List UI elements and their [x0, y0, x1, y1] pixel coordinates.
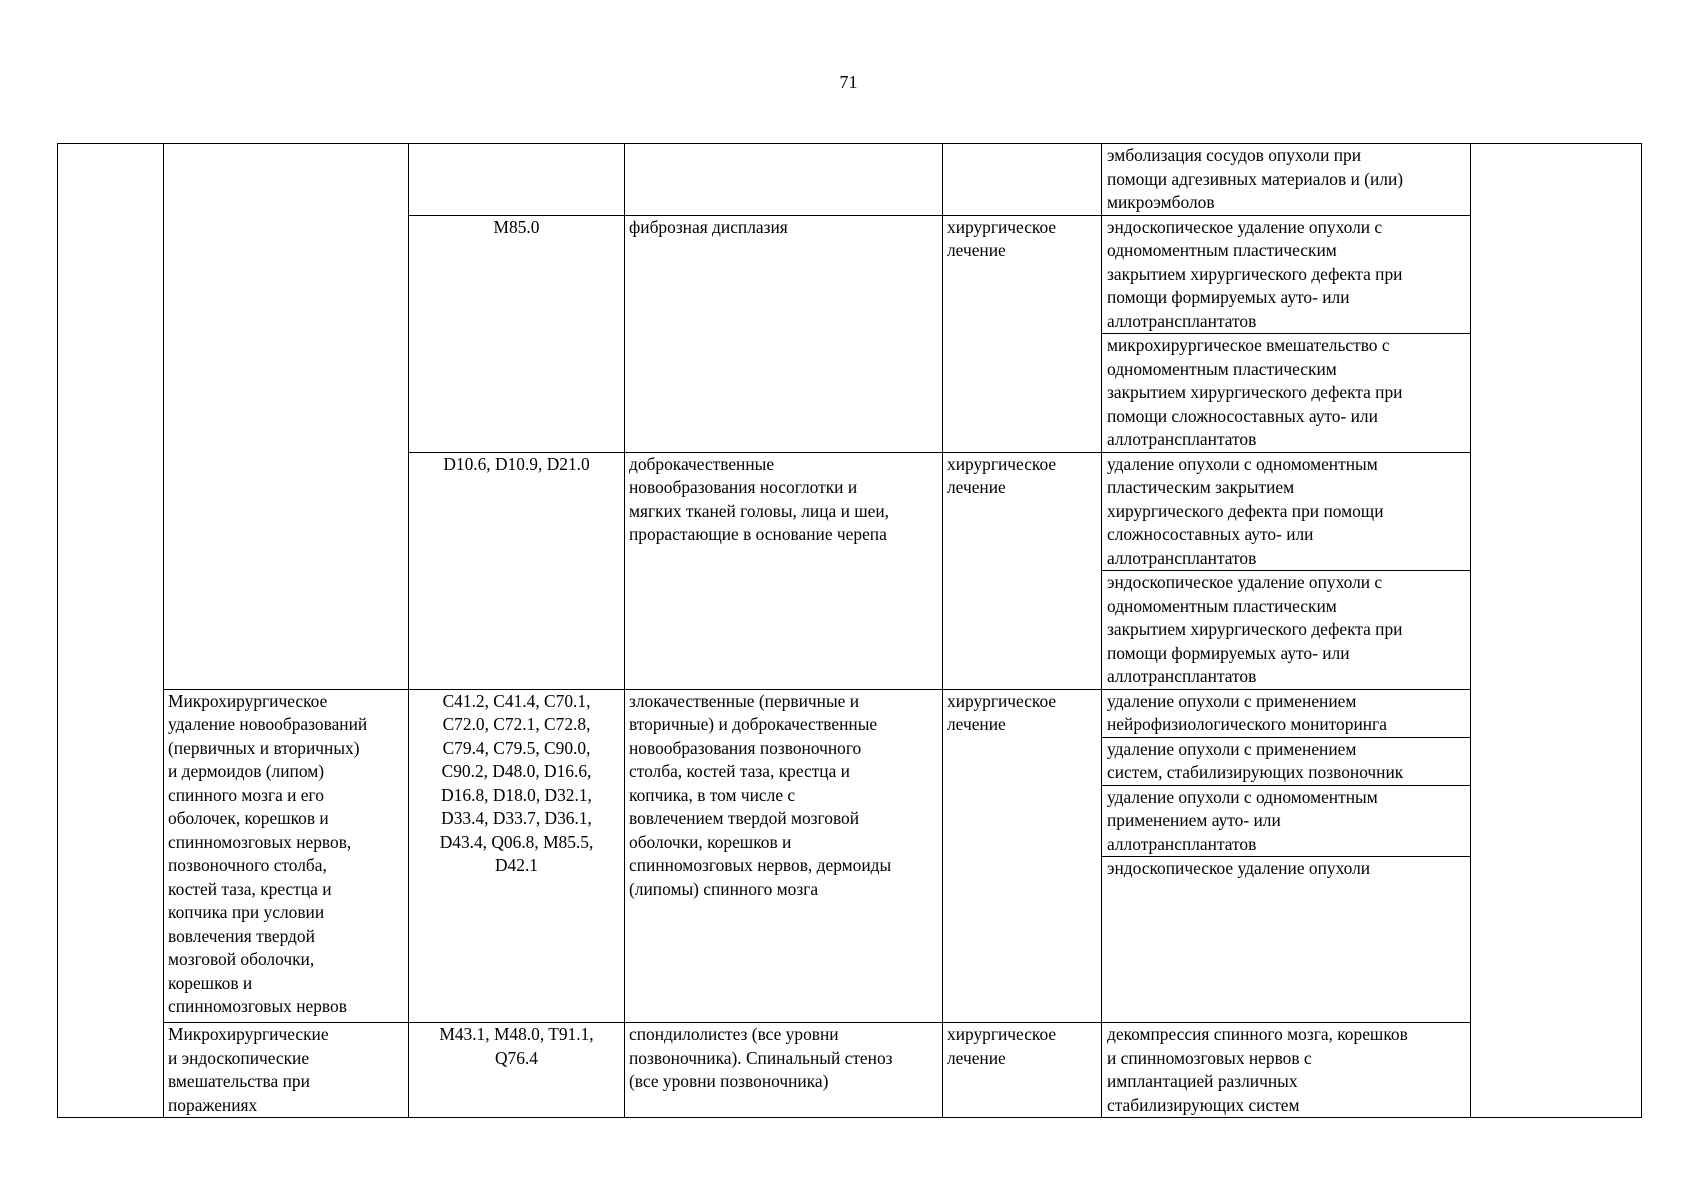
- table-row: [58, 144, 1642, 216]
- cell-method: удаление опухоли с применением нейрофизиологического мониторинга: [1102, 689, 1471, 737]
- cell-method: декомпрессия спинного мозга, корешков и спинномозговых нервов с имплантацией различных стабилизирующих систем: [1102, 1023, 1471, 1118]
- cell-treatment: хирургическое лечение: [943, 689, 1102, 1023]
- cell-code: [409, 144, 625, 216]
- cell-treatment: [943, 144, 1102, 216]
- cell-method: эндоскопическое удаление опухоли с одномоментным пластическим закрытием хирургического дефекта при помощи формируемых ауто- или аллотрансплантатов: [1102, 571, 1471, 690]
- procedures-table: [57, 143, 1642, 1118]
- cell-number: [58, 144, 164, 1118]
- cell-code: M43.1, M48.0, T91.1, Q76.4: [409, 1023, 625, 1118]
- cell-diagnosis: злокачественные (первичные и вторичные) и доброкачественные новообразования позвоночного столба, костей таза, крестца и копчика, в том числе с вовлечением твердой мозговой оболочки, корешков и спинномозговых нервов, дермоиды (липомы) спинного мозга: [625, 689, 943, 1023]
- cell-intervention: Микрохирургическое удаление новообразований (первичных и вторичных) и дермоидов (липом) спинного мозга и его оболочек, корешков и спинномозговых нервов, позвоночного столба, костей таза, крестца и копчика при условии вовлечения твердой мозговой оболочки, корешков и спинномозговых нервов: [164, 689, 409, 1023]
- page-number: 71: [839, 72, 858, 92]
- cell-method: удаление опухоли с одномоментным применением ауто- или аллотрансплантатов: [1102, 785, 1471, 857]
- cell-method: удаление опухоли с применением систем, стабилизирующих позвоночник: [1102, 737, 1471, 785]
- cell-code: D10.6, D10.9, D21.0: [409, 452, 625, 689]
- cell-intervention: Микрохирургические и эндоскопические вмешательства при поражениях: [164, 1023, 409, 1118]
- cell-treatment: хирургическое лечение: [943, 1023, 1102, 1118]
- cell-method: эндоскопическое удаление опухоли с одномоментным пластическим закрытием хирургического дефекта при помощи формируемых ауто- или аллотрансплантатов: [1102, 215, 1471, 334]
- cell-diagnosis: фиброзная дисплазия: [625, 215, 943, 452]
- cell-method: микрохирургическое вмешательство с одномоментным пластическим закрытием хирургического дефекта при помощи сложносоставных ауто- или аллотрансплантатов: [1102, 334, 1471, 453]
- cell-method: удаление опухоли с одномоментным пластическим закрытием хирургического дефекта при помощи сложносоставных ауто- или аллотрансплантатов: [1102, 452, 1471, 571]
- cell-code: C41.2, C41.4, C70.1, C72.0, C72.1, C72.8, C79.4, C79.5, C90.0, C90.2, D48.0, D16.6, D16.8, D18.0, D32.1, D33.4, D33.7, D36.1, D43.4, Q06.8, M85.5, D42.1: [409, 689, 625, 1023]
- cell-method: эмболизация сосудов опухоли при помощи адгезивных материалов и (или) микроэмболов: [1102, 144, 1471, 216]
- table-row: [58, 689, 1642, 737]
- cell-intervention: [164, 144, 409, 690]
- cell-treatment: хирургическое лечение: [943, 215, 1102, 452]
- cell-method: эндоскопическое удаление опухоли: [1102, 857, 1471, 1023]
- cell-diagnosis: доброкачественные новообразования носоглотки и мягких тканей головы, лица и шеи, прорастающие в основание черепа: [625, 452, 943, 689]
- cell-code: M85.0: [409, 215, 625, 452]
- cell-diagnosis: спондилолистез (все уровни позвоночника). Спинальный стеноз (все уровни позвоночника): [625, 1023, 943, 1118]
- cell-treatment: хирургическое лечение: [943, 452, 1102, 689]
- cell-diagnosis: [625, 144, 943, 216]
- cell-extra: [1471, 144, 1642, 1118]
- table-row: [58, 1023, 1642, 1118]
